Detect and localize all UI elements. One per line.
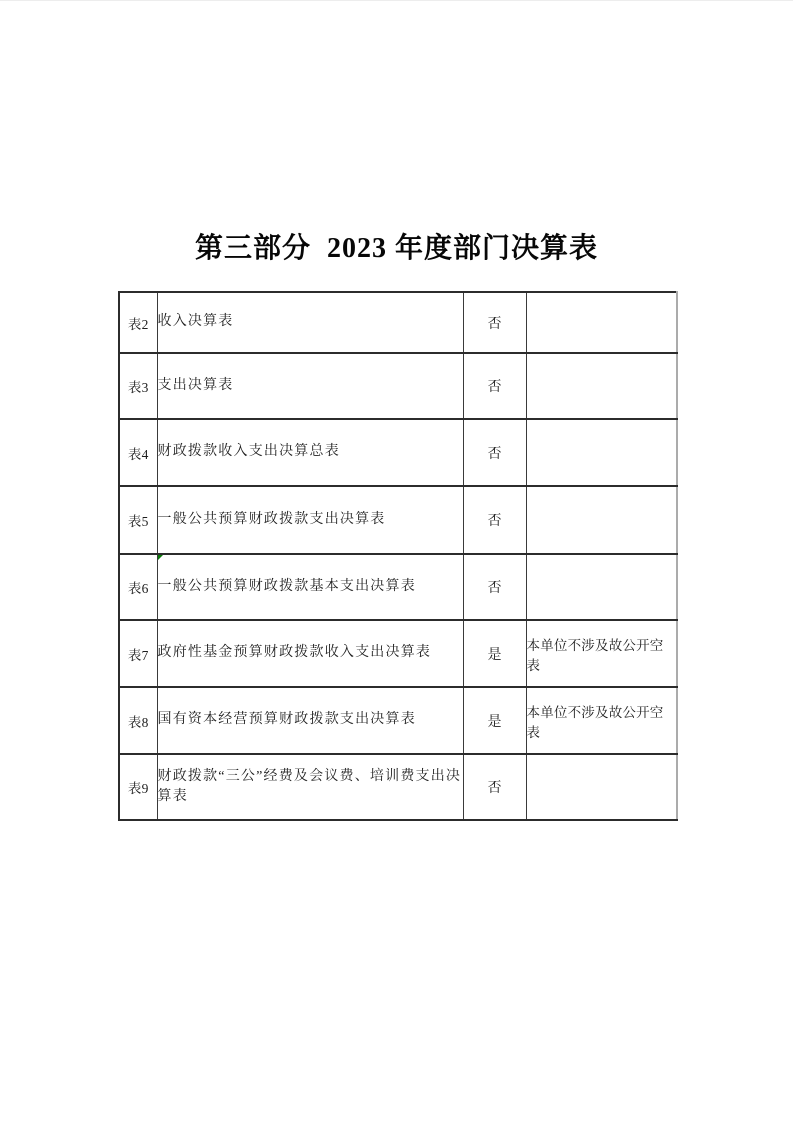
table-row [119,419,677,486]
cell-table-id: 表9 [119,754,157,820]
cell-remark: 本单位不涉及故公开空表 [526,620,677,687]
table-row [119,353,677,419]
cell-table-name-text: 一般公共预算财政拨款基本支出决算表 [157,578,416,594]
cell-table-name: 国有资本经营预算财政拨款支出决算表 [157,687,463,754]
cell-empty-table-flag: 否 [463,353,526,419]
cell-table-name: 财政拨款收入支出决算总表 [157,419,463,486]
cell-remark [526,754,677,820]
cell-empty-table-flag: 否 [463,554,526,620]
table-row [119,554,677,620]
cell-table-name: 收入决算表 [157,292,463,353]
table-row [119,620,677,687]
cell-remark [526,353,677,419]
table-row [119,687,677,754]
cell-table-id: 表6 [119,554,157,620]
cell-empty-table-flag: 是 [463,687,526,754]
table-row [119,486,677,554]
table-row [119,754,677,820]
cell-table-id: 表2 [119,292,157,353]
cell-empty-table-flag: 是 [463,620,526,687]
table-row [119,292,677,353]
final-accounts-table-list [118,291,678,821]
cell-remark: 本单位不涉及故公开空表 [526,687,677,754]
cell-empty-table-flag: 否 [463,754,526,820]
cell-table-name: 支出决算表 [157,353,463,419]
cell-empty-table-flag: 否 [463,486,526,554]
cell-table-id: 表5 [119,486,157,554]
cell-empty-table-flag: 否 [463,292,526,353]
cell-table-id: 表7 [119,620,157,687]
page-title: 第三部分 2023 年度部门决算表 [194,233,598,264]
cell-table-name: 财政拨款“三公”经费及会议费、培训费支出决算表 [157,754,463,820]
cell-table-name: 一般公共预算财政拨款支出决算表 [157,486,463,554]
cell-remark [526,292,677,353]
cell-remark [526,419,677,486]
cell-table-name: 政府性基金预算财政拨款收入支出决算表 [157,620,463,687]
cell-table-id: 表3 [119,353,157,419]
cell-empty-table-flag: 否 [463,419,526,486]
cell-remark [526,486,677,554]
cell-remark [526,554,677,620]
green-corner-marker-icon [158,555,163,560]
page-top-edge [0,0,793,1]
cell-table-id: 表4 [119,419,157,486]
cell-table-name [157,554,463,620]
cell-table-id: 表8 [119,687,157,754]
